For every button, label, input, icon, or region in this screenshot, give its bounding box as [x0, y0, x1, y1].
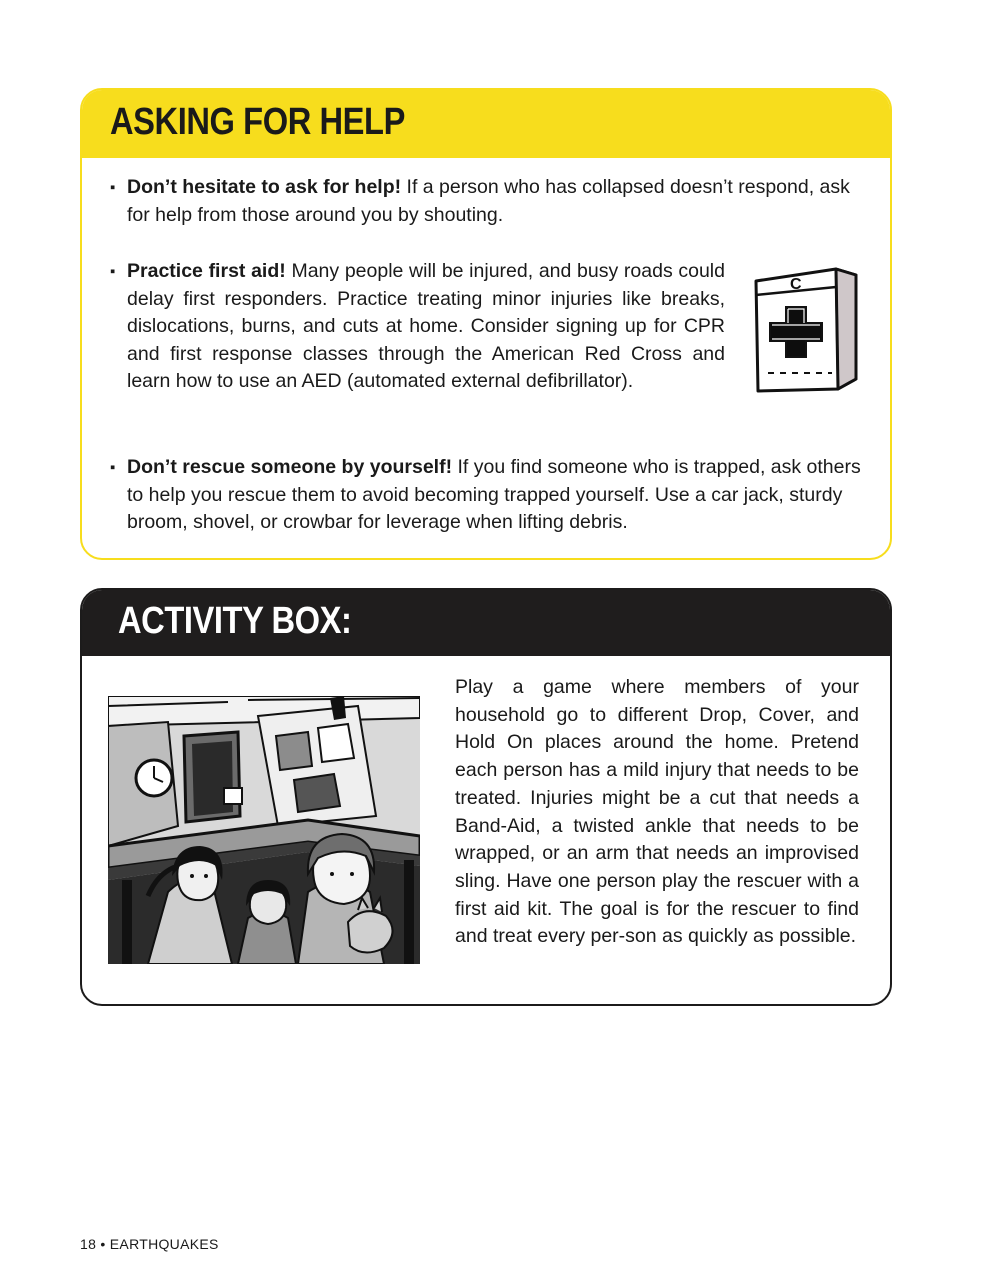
- page-footer: [80, 1236, 219, 1252]
- footer-separator: •: [100, 1236, 106, 1252]
- activity-box-header: [82, 590, 890, 656]
- activity-box: [80, 588, 892, 1006]
- bullet-item: [110, 258, 725, 396]
- footer-section: EARTHQUAKES: [109, 1236, 219, 1252]
- asking-for-help-title: ASKING FOR HELP: [110, 101, 405, 143]
- bullet-bold-lead: Practice first aid!: [127, 260, 286, 282]
- bullet-item: [110, 454, 875, 537]
- kit-letter: C: [790, 276, 802, 293]
- asking-for-help-header: [82, 90, 890, 158]
- bullet-icon: ▪: [110, 263, 116, 280]
- bullet-bold-lead: Don’t hesitate to ask for help!: [127, 176, 402, 198]
- activity-description: Play a game where members of your household go to different Drop, Cover, and Hold On places around the home. Pretend each person has a mild injury that needs to be treated. Injuries might be a cut that needs a Band-Aid, a twisted ankle that needs to be wrapped, or an arm that needs an improvised sling. Have one person play the rescuer with a first aid kit. The goal is for the rescuer to find and treat every per-son as quickly as possible.: [455, 676, 859, 948]
- activity-box-title: ACTIVITY BOX:: [118, 600, 352, 642]
- first-aid-kit-icon: [748, 261, 862, 395]
- bullet-item: [110, 174, 875, 229]
- bullet-bold-lead: Don’t rescue someone by yourself!: [127, 456, 453, 478]
- bullet-text: If you find someone who is trapped, ask others to help you rescue them to avoid becoming trapped yourself. Use a car jack, sturdy broom, shovel, or crowbar for leverage when lifting debris.: [127, 456, 861, 533]
- page-number: 18: [80, 1236, 97, 1252]
- bullet-icon: ▪: [110, 179, 116, 196]
- asking-for-help-box: [80, 88, 892, 560]
- bullet-text: Many people will be injured, and busy roads could delay first responders. Practice treating minor injuries like breaks, dislocations, burns, and cuts at home. Consider signing up for CPR and first response classes through the American Red Cross and learn how to use an AED (automated external defibrillator).: [127, 260, 725, 392]
- bullet-text: If a person who has collapsed doesn’t respond, ask for help from those around you by shouting.: [127, 176, 850, 226]
- bullet-icon: ▪: [110, 459, 116, 476]
- family-under-table-illustration: [108, 696, 420, 964]
